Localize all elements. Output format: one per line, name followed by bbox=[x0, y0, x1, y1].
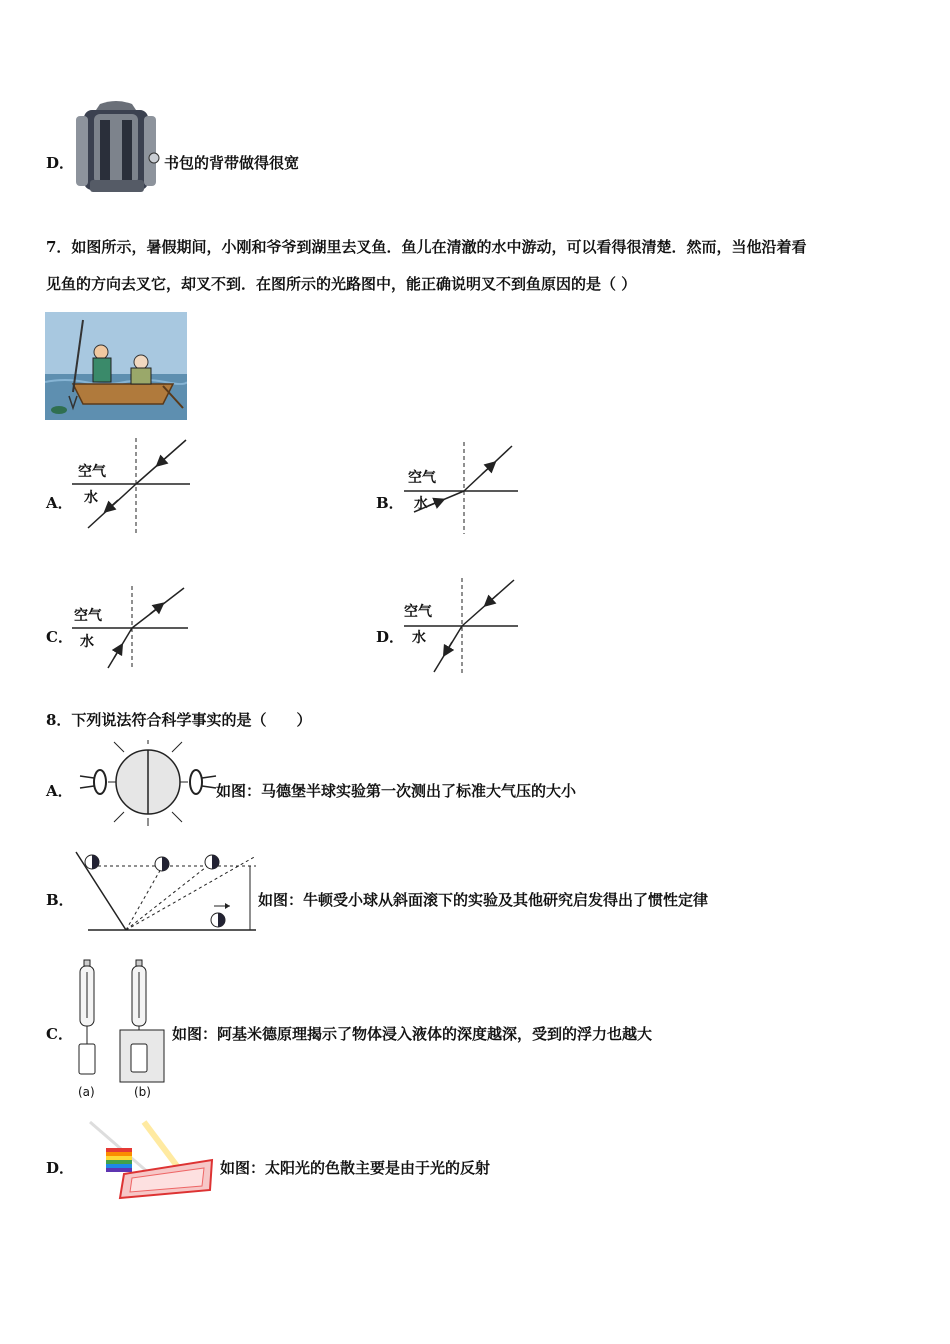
water-label: 水 bbox=[412, 630, 426, 646]
q8-option-c-text: 如图：阿基米德原理揭示了物体浸入液体的深度越深，受到的浮力也越大 bbox=[172, 1025, 653, 1043]
q8-option-b-text: 如图：牛顿受小球从斜面滚下的实验及其他研究启发得出了惯性定律 bbox=[258, 891, 709, 909]
archimedes-experiment-figure bbox=[72, 958, 172, 1100]
q6-option-d-letter: D． bbox=[46, 154, 75, 172]
q8-option-a-text: 如图：马德堡半球实验第一次测出了标准大气压的大小 bbox=[216, 782, 577, 800]
q8-option-a-letter: A． bbox=[46, 782, 73, 800]
q7-option-c-letter: C． bbox=[46, 628, 73, 646]
water-label: 水 bbox=[414, 496, 428, 512]
q7-option-a-letter: A． bbox=[46, 494, 73, 512]
air-label: 空气 bbox=[74, 608, 102, 624]
q8-option-d-text: 如图：太阳光的色散主要是由于光的反射 bbox=[220, 1159, 491, 1177]
incline-ball-experiment-figure bbox=[74, 848, 260, 934]
q6-option-d-text: 书包的背带做得很宽 bbox=[164, 154, 300, 172]
q7-stem-line2: 见鱼的方向去叉它，却叉不到．在图所示的光路图中，能正确说明叉不到鱼原因的是（ ） bbox=[46, 275, 637, 293]
q7-option-d-diagram bbox=[400, 576, 525, 676]
q7-option-d-letter: D． bbox=[376, 628, 405, 646]
q7-option-c-diagram bbox=[70, 584, 195, 672]
backpack-image bbox=[70, 100, 162, 196]
figure-a-label: (a) bbox=[78, 1085, 95, 1099]
q7-option-a-diagram bbox=[70, 436, 200, 538]
air-label: 空气 bbox=[408, 470, 436, 486]
q7-option-b-letter: B． bbox=[376, 494, 404, 512]
figure-b-label: (b) bbox=[134, 1085, 151, 1099]
q7-option-b-diagram bbox=[400, 440, 525, 535]
q8-option-c-letter: C． bbox=[46, 1025, 73, 1043]
air-label: 空气 bbox=[78, 464, 106, 480]
water-label: 水 bbox=[80, 634, 94, 650]
air-label: 空气 bbox=[404, 604, 432, 620]
magdeburg-hemispheres-figure bbox=[78, 740, 218, 826]
q8-option-d-letter: D． bbox=[46, 1159, 75, 1177]
water-label: 水 bbox=[84, 490, 98, 506]
fishing-boat-illustration bbox=[45, 312, 187, 420]
light-dispersion-figure bbox=[88, 1118, 220, 1202]
q7-stem-line1: 7．如图所示，暑假期间，小刚和爷爷到湖里去叉鱼．鱼儿在清澈的水中游动，可以看得很清楚．然而，当他沿着看 bbox=[46, 238, 807, 256]
q8-option-b-letter: B． bbox=[46, 891, 74, 909]
q8-stem: 8．下列说法符合科学事实的是（ ） bbox=[46, 711, 312, 729]
